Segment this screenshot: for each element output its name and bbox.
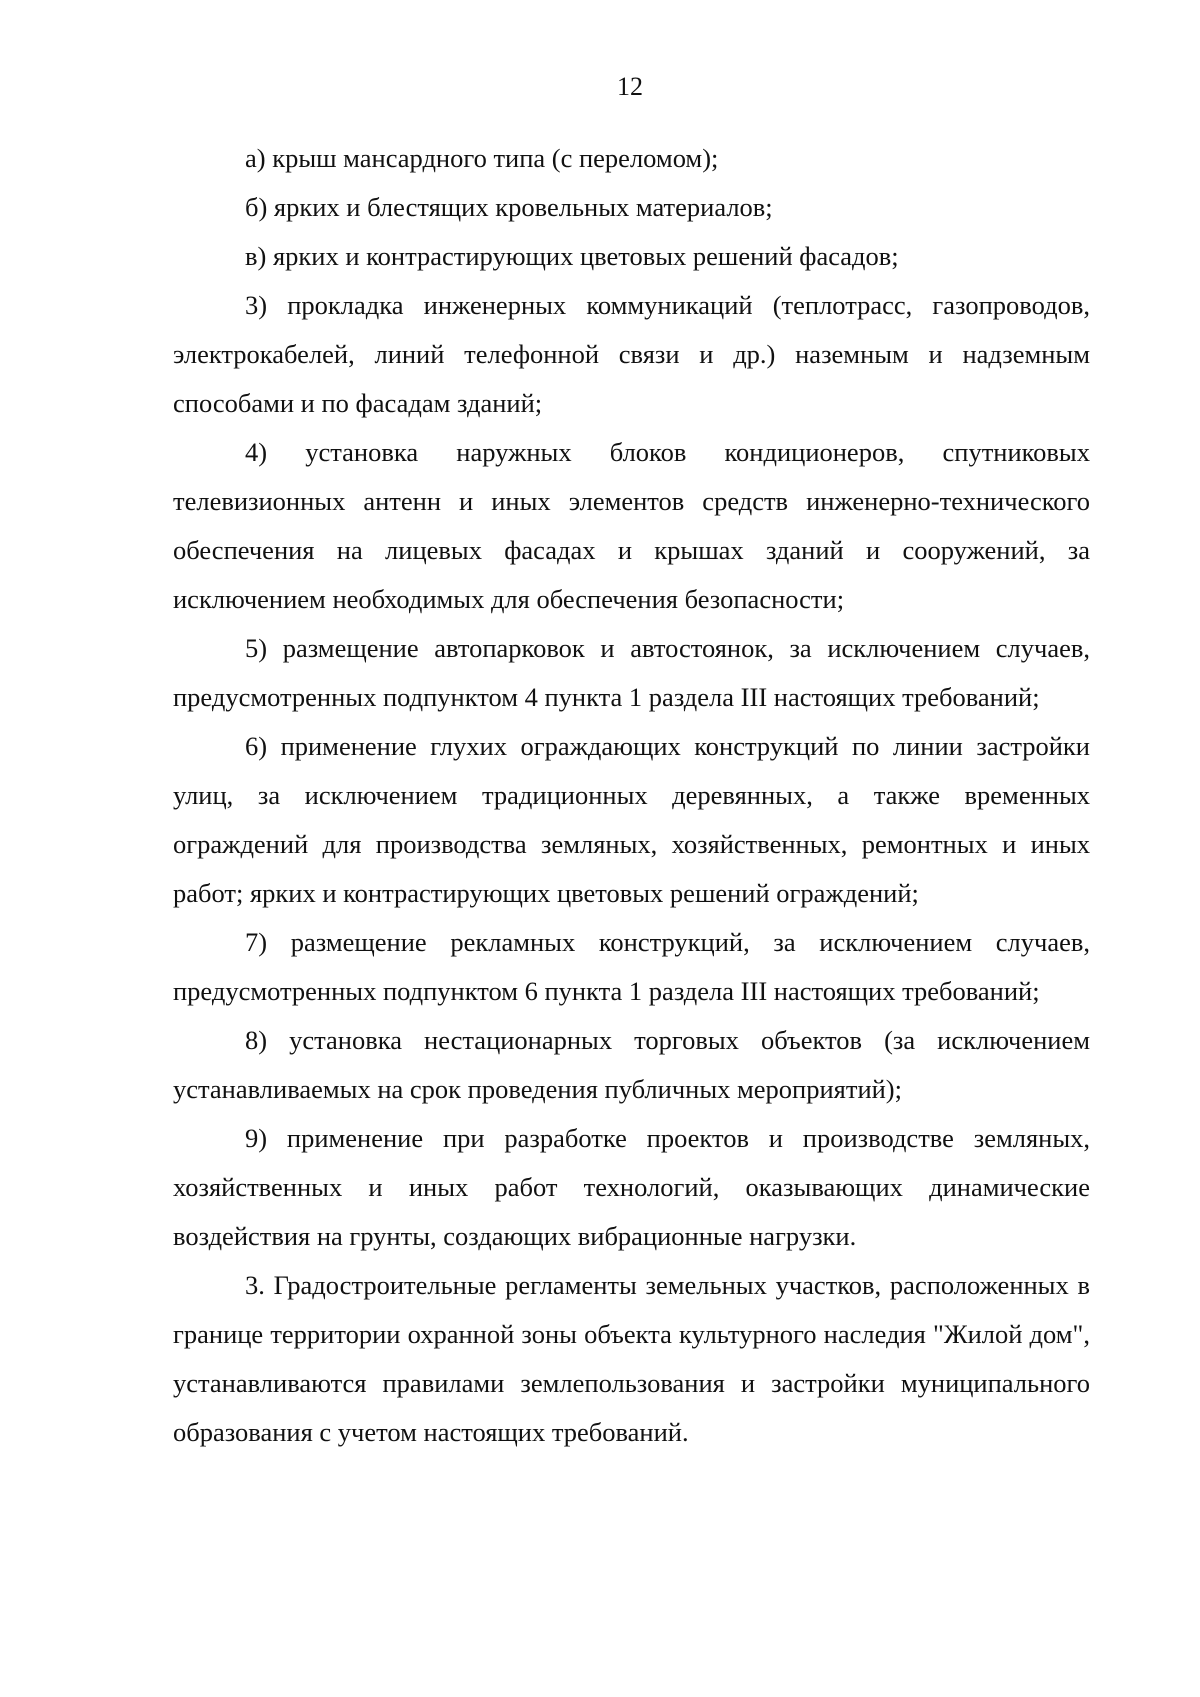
paragraph-item-3: 3) прокладка инженерных коммуникаций (теплотрасс, газопроводов, электрокабелей, линий телефонной связи и др.) наземным и надземным способами и по фасадам зданий; (173, 290, 1090, 418)
paragraph-item-7: 7) размещение рекламных конструкций, за исключением случаев, предусмотренных подпунктом 6 пункта 1 раздела III настоящих требований; (173, 927, 1090, 1006)
paragraph-item-v: в) ярких и контрастирующих цветовых решений фасадов; (245, 241, 899, 271)
document-body (173, 134, 1090, 1457)
paragraph-item-8: 8) установка нестационарных торговых объектов (за исключением устанавливаемых на срок проведения публичных мероприятий); (173, 1025, 1090, 1104)
paragraph-item-9: 9) применение при разработке проектов и производстве земляных, хозяйственных и иных работ технологий, оказывающих динамические воздействия на грунты, создающих вибрационные нагрузки. (173, 1123, 1090, 1251)
page-number: 12 (617, 72, 643, 101)
paragraph-item-6: 6) применение глухих ограждающих конструкций по линии застройки улиц, за исключением традиционных деревянных, а также временных ограждений для производства земляных, хозяйственных, ремонтных и иных работ; ярких и контрастирующих цветовых решений ограждений; (173, 731, 1090, 908)
paragraph-item-4: 4) установка наружных блоков кондиционеров, спутниковых телевизионных антенн и иных элементов средств инженерно-технического обеспечения на лицевых фасадах и крышах зданий и сооружений, за исключением необходимых для обеспечения безопасности; (173, 437, 1090, 614)
paragraph-section-3: 3. Градостроительные регламенты земельных участков, расположенных в границе территории охранной зоны объекта культурного наследия "Жилой дом", устанавливаются правилами землепользования и застройки муниципального образования с учетом настоящих требований. (173, 1270, 1090, 1447)
paragraph-item-b: б) ярких и блестящих кровельных материалов; (245, 192, 773, 222)
paragraph-item-a: а) крыш мансардного типа (с переломом); (245, 143, 719, 173)
paragraph-item-5: 5) размещение автопарковок и автостоянок, за исключением случаев, предусмотренных подпунктом 4 пункта 1 раздела III настоящих требований; (173, 633, 1090, 712)
